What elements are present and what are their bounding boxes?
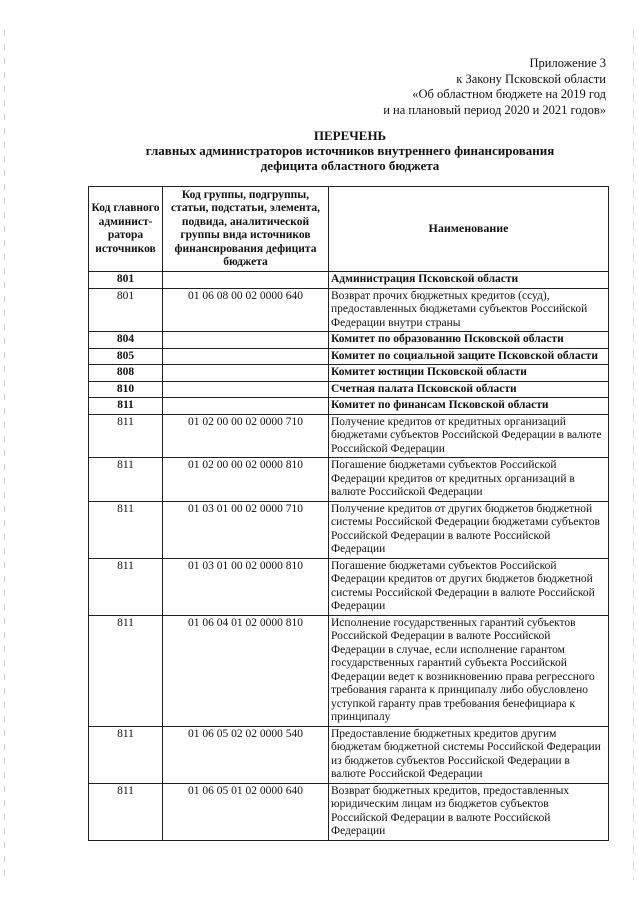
admin-code-cell: 801 bbox=[89, 272, 163, 289]
table-row bbox=[89, 272, 609, 289]
admin-code-cell: 804 bbox=[89, 332, 163, 349]
administrators-table bbox=[88, 186, 609, 841]
admin-code-cell: 811 bbox=[89, 458, 163, 502]
table-row bbox=[89, 414, 609, 458]
table-row bbox=[89, 381, 609, 398]
name-cell: Погашение бюджетами субъектов Российской Федерации кредитов от кредитных организаций в валюте Российской Федерации bbox=[329, 458, 609, 502]
admin-code-cell: 808 bbox=[89, 365, 163, 382]
admin-code-cell: 811 bbox=[89, 501, 163, 558]
classification-code-cell: 01 06 08 00 02 0000 640 bbox=[163, 288, 329, 332]
classification-code-cell: 01 06 05 02 02 0000 540 bbox=[163, 726, 329, 783]
name-cell: Комитет по социальной защите Псковской области bbox=[329, 348, 609, 365]
admin-code-cell: 811 bbox=[89, 615, 163, 726]
name-cell: Комитет по финансам Псковской области bbox=[329, 398, 609, 415]
admin-code-cell: 811 bbox=[89, 783, 163, 840]
appendix-line: Приложение 3 bbox=[529, 56, 606, 70]
name-cell: Получение кредитов от других бюджетов бюджетной системы Российской Федерации бюджетами субъектов Российской Федерации в валюте Российской Федерации bbox=[329, 501, 609, 558]
classification-code-cell bbox=[163, 365, 329, 382]
table-row bbox=[89, 398, 609, 415]
admin-code-cell: 811 bbox=[89, 558, 163, 615]
admin-code-cell: 811 bbox=[89, 398, 163, 415]
document-title bbox=[80, 128, 620, 173]
appendix-note bbox=[306, 56, 606, 118]
name-cell: Получение кредитов от кредитных организаций бюджетами субъектов Российской Федерации в валюте Российской Федерации bbox=[329, 414, 609, 458]
classification-code-cell: 01 06 04 01 02 0000 810 bbox=[163, 615, 329, 726]
appendix-line: и на плановый период 2020 и 2021 годов» bbox=[383, 102, 606, 117]
name-cell: Погашение бюджетами субъектов Российской Федерации кредитов от других бюджетов бюджетной системы Российской Федерации в валюте Российской Федерации bbox=[329, 558, 609, 615]
admin-code-cell: 801 bbox=[89, 288, 163, 332]
name-cell: Возврат бюджетных кредитов, предоставленных юридическим лицам из бюджетов субъектов Российской Федерации в валюте Российской Федерации bbox=[329, 783, 609, 840]
admin-code-cell: 805 bbox=[89, 348, 163, 365]
admin-code-cell: 810 bbox=[89, 381, 163, 398]
table-row bbox=[89, 288, 609, 332]
classification-code-cell: 01 06 05 01 02 0000 640 bbox=[163, 783, 329, 840]
name-cell: Предоставление бюджетных кредитов другим бюджетам бюджетной системы Российской Федерации из бюджетов субъектов Российской Федерации в валюте Российской Федерации bbox=[329, 726, 609, 783]
appendix-line: к Закону Псковской области bbox=[456, 71, 606, 86]
name-cell: Комитет юстиции Псковской области bbox=[329, 365, 609, 382]
table-row bbox=[89, 365, 609, 382]
header-classification-code: Код группы, подгруппы, статьи, подстатьи, элемента, подвида, аналитической группы вида источников финансирования дефицита бюджета bbox=[163, 187, 329, 272]
classification-code-cell bbox=[163, 381, 329, 398]
name-cell: Администрация Псковской области bbox=[329, 272, 609, 289]
name-cell: Счетная палата Псковской области bbox=[329, 381, 609, 398]
title-line: дефицита областного бюджета bbox=[260, 158, 440, 173]
classification-code-cell bbox=[163, 272, 329, 289]
admin-code-cell: 811 bbox=[89, 414, 163, 458]
classification-code-cell bbox=[163, 398, 329, 415]
table-row bbox=[89, 615, 609, 726]
title-line: главных администраторов источников внутреннего финансирования bbox=[145, 143, 555, 158]
classification-code-cell: 01 02 00 00 02 0000 810 bbox=[163, 458, 329, 502]
table-row bbox=[89, 783, 609, 840]
name-cell: Исполнение государственных гарантий субъектов Российской Федерации в валюте Российской Федерации в случае, если исполнение гарантом государственных гарантий субъекта Российской Федерации ведет к возникновению права регрессного требования гаранта к принципалу либо обусловлено уступкой гаранту прав требования бенефициара к принципалу bbox=[329, 615, 609, 726]
name-cell: Возврат прочих бюджетных кредитов (ссуд), предоставленных бюджетами субъектов Российской Федерации внутри страны bbox=[329, 288, 609, 332]
table-row bbox=[89, 558, 609, 615]
header-admin-code: Код главного админист-ратора источников bbox=[89, 187, 163, 272]
classification-code-cell: 01 03 01 00 02 0000 810 bbox=[163, 558, 329, 615]
scan-edge-right bbox=[633, 30, 634, 880]
table-header-row bbox=[89, 187, 609, 272]
table-row bbox=[89, 726, 609, 783]
name-cell: Комитет по образованию Псковской области bbox=[329, 332, 609, 349]
table-row bbox=[89, 458, 609, 502]
classification-code-cell: 01 03 01 00 02 0000 710 bbox=[163, 501, 329, 558]
appendix-line: «Об областном бюджете на 2019 год bbox=[412, 87, 606, 101]
classification-code-cell: 01 02 00 00 02 0000 710 bbox=[163, 414, 329, 458]
table-row bbox=[89, 332, 609, 349]
admin-code-cell: 811 bbox=[89, 726, 163, 783]
classification-code-cell bbox=[163, 348, 329, 365]
scan-edge-left bbox=[4, 30, 5, 880]
table-row bbox=[89, 348, 609, 365]
classification-code-cell bbox=[163, 332, 329, 349]
header-name: Наименование bbox=[329, 187, 609, 272]
table-row bbox=[89, 501, 609, 558]
title-heading: ПЕРЕЧЕНЬ bbox=[313, 128, 387, 143]
